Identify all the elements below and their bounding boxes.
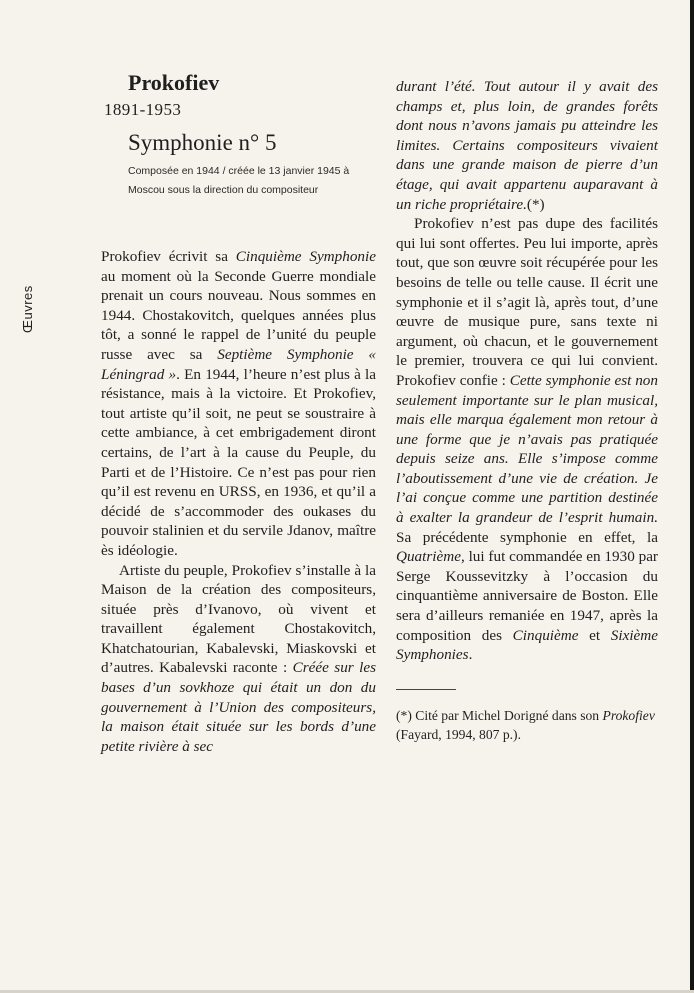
italic-title: Cinquième Symphonie	[235, 248, 376, 265]
text-run: .	[468, 646, 473, 664]
text-run: Prokofiev écrivit sa	[101, 248, 236, 265]
italic-quote: durant l’été. Tout autour il y avait des champs et, plus loin, de grandes forêts dont nous n’avons jamais pu atteindre les limites. Certains compositeurs vivaient dans une grande maison de pierre d’un étage, qui avait appartenu auparavant à un riche propriétaire.	[396, 78, 658, 213]
italic-title: Cinquième	[512, 626, 579, 644]
section-side-label: Œuvres	[20, 285, 35, 333]
page-edge-right	[690, 0, 694, 993]
work-composition-note: Composée en 1944 / créée le 13 janvier 1945 à Moscou sous la direction du compositeur	[128, 165, 350, 196]
left-text-column	[101, 247, 376, 756]
italic-title: Quatrième	[396, 548, 461, 566]
text-run: Prokofiev n’est pas dupe des facilités qui lui sont offertes. Peu lui importe, après tout, que son œuvre soit récupérée pour les besoins de telle ou telle cause. Il écrit une symphonie et il s’agit là, après tout, d’une œuvre de musique pure, sans texte ni argument, où chacun, et le gouvernement le premier, trouvera ce qui lui convient. Prokofiev confie :	[396, 215, 658, 389]
right-text-column	[396, 77, 658, 744]
text-run: (*) Cité par Michel Dorigné dans son	[396, 707, 603, 723]
italic-title: Sixième Symphonies	[396, 626, 658, 664]
text-run: et	[578, 626, 611, 644]
text-run: au moment où la Seconde Guerre mondiale prenait un cours nouveau. Nous sommes en 1944. Chostakovitch, quelques années plus tôt, a sonné le rappel de l’unité du peuple russe avec sa	[101, 267, 376, 363]
text-run: Sa précédente symphonie en effet, la	[396, 528, 658, 546]
text-run: (Fayard, 1994, 807 p.).	[396, 726, 521, 742]
text-run: . En 1944, l’heure n’est plus à la résistance, mais à la victoire. Et Prokofiev, tout artiste qu’il soit, ne peut se soustraire à cette ambiance, à cet embrigadement diront certains, de l’art à la cause du Peuple, du Parti et de l’Histoire. Ce n’est pas pour rien qu’il est revenu en URSS, en 1936, et qu’il a décidé de s’accommoder des oukases du pouvoir stalinien et du servile Jdanov, maître ès idéologie.	[101, 365, 376, 559]
italic-title: Prokofiev	[602, 707, 655, 723]
paragraph	[396, 77, 658, 214]
work-title: Symphonie n° 5	[128, 130, 277, 155]
italic-title: Septième Symphonie « Léningrad »	[101, 345, 376, 383]
italic-quote: Cette symphonie est non seulement importante sur le plan musical, mais elle marqua également mon retour à une forme que je n’avais pas pratiquée depuis seize ans. Elle s’impose comme l’aboutissement d’une vie de création. Je l’ai conçue comme une partition destinée à exalter la grandeur de l’esprit humain.	[396, 371, 658, 527]
footnote-marker: (*)	[526, 195, 545, 213]
footnote-divider	[396, 689, 456, 690]
footnote	[396, 706, 658, 744]
composer-dates: 1891-1953	[104, 100, 182, 119]
text-run: Artiste du peuple, Prokofiev s’installe à la Maison de la création des compositeurs, située près d’Ivanovo, où vivent et travaillent également Chostakovitch, Khatchatourian, Kabalevski, Miaskovski et d’autres. Kabalevski raconte :	[101, 561, 376, 677]
italic-quote: Créée sur les bases d’un sovkhoze qui était un don du gouvernement à l’Union des compositeurs, la maison était située sur les bords d’une petite rivière à sec	[101, 659, 376, 755]
paragraph	[396, 214, 658, 665]
paragraph	[101, 561, 376, 757]
composer-name: Prokofiev	[128, 70, 220, 95]
paragraph	[101, 247, 376, 561]
text-run: , lui fut commandée en 1930 par Serge Koussevitzky à l’occasion du cinquantième anniversaire de Boston. Elle sera d’ailleurs remaniée en 1947, après la composition des	[396, 548, 658, 644]
